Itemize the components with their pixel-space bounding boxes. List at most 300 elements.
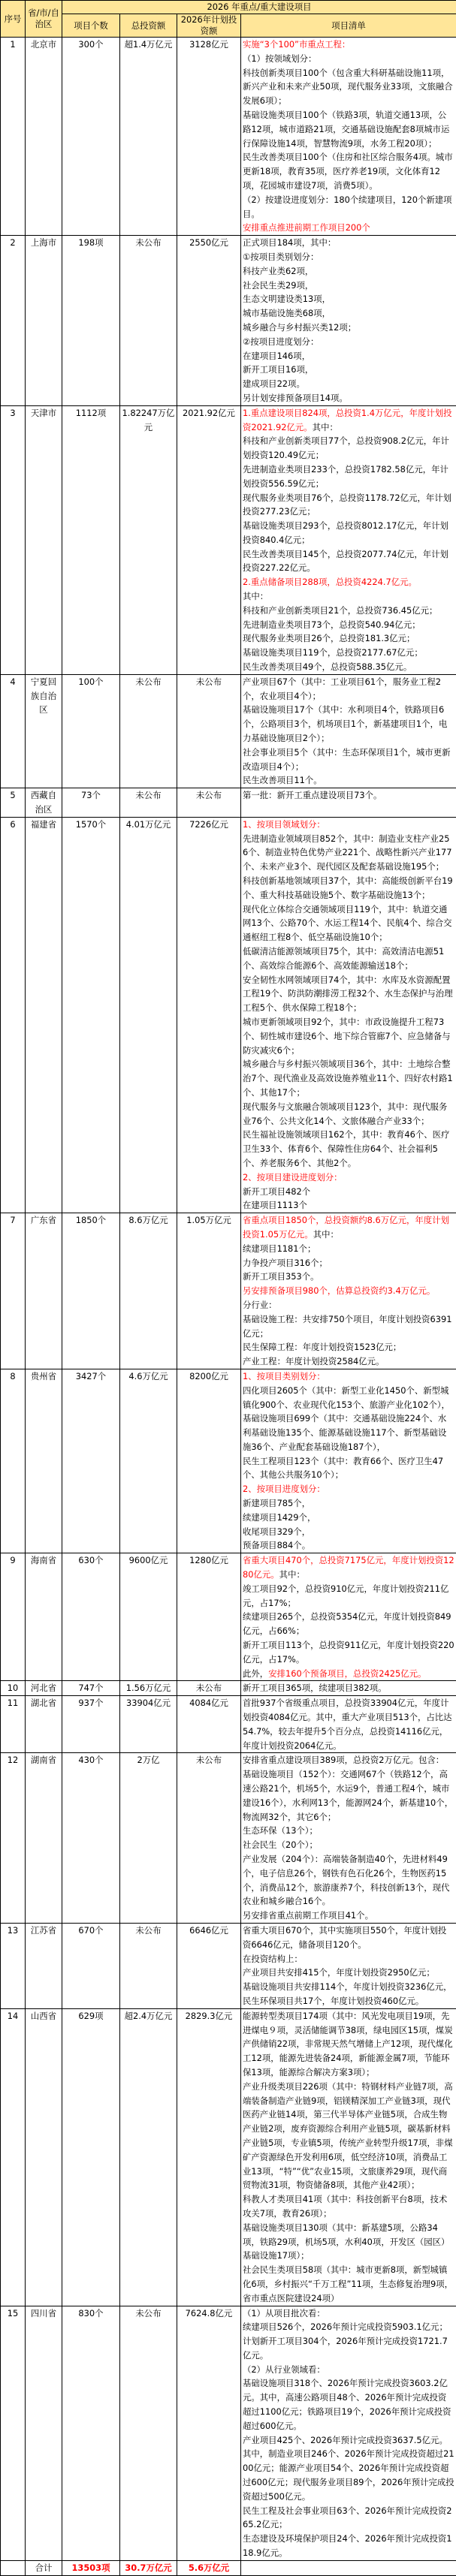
row-count: 300个 (62, 38, 120, 236)
project-list-line (243, 1312, 454, 1341)
line-text: 续建项目265个，总投资5354亿元，年度计划投资849亿元，占66%； (243, 1611, 451, 1636)
line-text: 续建项目526个，2026年预计完成投资5903.1亿元； (243, 2321, 448, 2332)
row-count: 830个 (62, 2306, 120, 2560)
project-list-line (243, 1753, 454, 1767)
row-plan-investment: 7624.8亿元 (177, 2306, 241, 2560)
project-list-line (243, 1638, 454, 1667)
table-row (1, 1681, 456, 1696)
project-list-line (243, 2334, 454, 2363)
line-text: ②按项目进度划分： (243, 336, 319, 347)
line-text: 新建项目785个， (243, 1498, 310, 1508)
total-label: 合计 (26, 2560, 62, 2575)
line-text: 先进制造业类项目233个，总投资1782.58亿元，年计划投资556.59亿元； (243, 464, 448, 489)
row-seq: 9 (1, 1553, 26, 1681)
line-text: 民生工程及社会事业项目63个、2026年预计完成投资265.2亿元； (243, 2505, 452, 2530)
row-seq: 2 (1, 236, 26, 406)
row-project-list (241, 1696, 456, 1753)
line-text: 基础设施类项目119个，总投资2177.67亿元； (243, 647, 423, 658)
line-text: 续建项目1181个； (243, 1243, 316, 1254)
line-text: 四化项目2605个（其中：新型工业化1450个、新型城镇化900个、农业现代化153个、旅游产业化102个）， (243, 1385, 450, 1410)
row-project-list (241, 1923, 456, 2008)
project-list-line (243, 2363, 454, 2377)
line-text: 新开工项目16项， (243, 364, 313, 375)
line-text: 社会民生类29项， (243, 280, 313, 291)
project-list-line (243, 547, 454, 576)
table-row (1, 2306, 456, 2560)
row-province: 天津市 (26, 405, 62, 674)
header-total-investment: 总投资额 (120, 14, 177, 38)
project-list-line (243, 1952, 454, 1966)
row-plan-investment: 7226亿元 (177, 817, 241, 1213)
total-seq (1, 2560, 26, 2575)
line-suffix: 其中： (313, 422, 338, 432)
row-project-list (241, 788, 456, 818)
row-total-investment: 8.6万亿元 (120, 1213, 177, 1369)
row-province: 北京市 (26, 38, 62, 236)
row-plan-investment: 2829.3亿元 (177, 2008, 241, 2306)
line-text: 城乡融合与乡村振兴类12项； (243, 322, 356, 333)
table-row (1, 788, 456, 818)
row-total-investment: 9600亿元 (120, 1553, 177, 1681)
row-plan-investment: 未公布 (177, 1753, 241, 1924)
line-text: 科教人才类项目41项（其中：科技创新平台8项，技术攻关7项，教育26项）； (243, 2194, 447, 2219)
line-text: 民生工程项目123个（其中：教育66个、医疗卫生47个、其他公共服务10个）； (243, 1456, 443, 1481)
line-text: （2）从行业领域看： (243, 2364, 325, 2375)
row-province: 四川省 (26, 2306, 62, 2560)
project-list-line (243, 2504, 454, 2532)
row-seq: 13 (1, 1923, 26, 2008)
line-text: 省重大项目670个，其中实施项目550个，年度计划投资6646亿元，储备项目120个。 (243, 1925, 446, 1950)
project-list-line (243, 279, 454, 293)
line-suffix: 其中： (313, 1229, 339, 1240)
line-text: 现代服务业类项目76个，总投资1178.72亿元，年计划投资277.23亿元； (243, 493, 451, 517)
project-list-line (243, 1454, 454, 1483)
line-text: 新开工项目353个。 (243, 1271, 319, 1282)
line-text: 新开工项目482个 (243, 1186, 310, 1197)
line-text: 新开工项目365项，续建项目382项。 (243, 1683, 387, 1693)
line-text: 安排省重点建设项目389项，总投资2万亿元。包含： (243, 1755, 444, 1765)
project-list-line (243, 236, 454, 250)
row-province: 福建省 (26, 817, 62, 1213)
project-list-line (243, 1966, 454, 1980)
project-list-line (243, 1538, 454, 1553)
line-text: 在建项目1113个 (243, 1200, 307, 1210)
project-list-line (243, 2376, 454, 2433)
project-list-line (243, 1681, 454, 1695)
project-list-line (243, 2320, 454, 2334)
line-text: 基础设施项目17个（其中：水利项目4个，铁路项目6个，公路项目3个，机场项目1个，新基建项目1个，电力基础设施项目2个）； (243, 704, 447, 743)
line-text: 基础设施类项目130项（其中：新基建5项，公路34项，铁路29项，机场5项，水利40项，开发区（园区）基础设施17项）； (243, 2222, 449, 2261)
project-list-line (243, 66, 454, 108)
row-project-list (241, 1753, 456, 1924)
project-list-line (243, 38, 454, 52)
project-list-line (243, 221, 454, 235)
row-count: 100个 (62, 674, 120, 788)
row-seq: 8 (1, 1369, 26, 1553)
row-seq: 1 (1, 38, 26, 236)
row-count: 629项 (62, 2008, 120, 2306)
project-list-line (243, 1270, 454, 1284)
project-list-line (243, 519, 454, 547)
row-count: 747个 (62, 1681, 120, 1696)
line-text: 在投资结构上： (243, 1954, 303, 1964)
row-plan-investment: 8200亿元 (177, 1369, 241, 1553)
project-list-line (243, 349, 454, 363)
line-text: 另计划安排预备项目14项。 (243, 393, 348, 403)
row-count: 73个 (62, 788, 120, 818)
project-list-line (243, 1582, 454, 1610)
project-list-line (243, 108, 454, 150)
row-province: 西藏自治区 (26, 788, 62, 818)
line-text: 科技和产业创新类项目77个，总投资908.2亿元，年计划投资120.49亿元； (243, 435, 449, 460)
header-list: 项目清单 (241, 14, 456, 38)
project-list-line (243, 746, 454, 774)
line-text: 民生保障工程：年度计划投资1523亿元； (243, 1342, 401, 1352)
line-text: 生态建设及环境保护项目24个、2026年预计完成投资118.9亿元。 (243, 2533, 452, 2558)
row-project-list (241, 236, 456, 406)
project-list-line (243, 1354, 454, 1369)
row-project-list (241, 38, 456, 236)
row-seq: 10 (1, 1681, 26, 1696)
line-text: 产业项目67个（其中：工业项目61个，服务业工程2个，农业项目4个）； (243, 676, 441, 701)
line-text: （1）按领域划分： (243, 53, 316, 64)
project-list-line (243, 832, 454, 874)
table-row (1, 674, 456, 788)
row-project-list (241, 1213, 456, 1369)
line-text: （2）按建设进度划分：180个续建项目，120个新建项目。 (243, 194, 452, 219)
header-seq: 序号 (1, 1, 26, 38)
line-highlight: 安排重点推进前期工作项目200个 (243, 222, 370, 233)
project-list-line (243, 1369, 454, 1384)
project-list-line (243, 1852, 454, 1909)
line-text: 社会事业项目5个（其中：生态环保项目1个，城市更新改造项目4个）； (243, 747, 450, 772)
project-list-line (243, 434, 454, 462)
project-list-line (243, 1496, 454, 1511)
line-text: 预备项目884个。 (243, 1540, 310, 1550)
row-total-investment: 未公布 (120, 788, 177, 818)
project-list-line (243, 660, 454, 674)
line-highlight: 实施“3个100”市重点工程： (243, 39, 350, 50)
table-row (1, 1753, 456, 1924)
project-list-line (243, 902, 454, 945)
project-list-line (243, 193, 454, 221)
project-list-line (243, 675, 454, 704)
row-count: 198项 (62, 236, 120, 406)
line-text: 分行业： (243, 1300, 277, 1310)
row-province: 河北省 (26, 1681, 62, 1696)
row-total-investment: 4.6万亿元 (120, 1369, 177, 1553)
project-list-line (243, 1838, 454, 1852)
line-text: 另安排省重点前期工作项目41个。 (243, 1910, 373, 1921)
row-project-list (241, 1681, 456, 1696)
line-highlight: 2.重点储备项目288项，总投资4224.7亿元。 (243, 577, 417, 587)
row-plan-investment: 4084亿元 (177, 1696, 241, 1753)
project-list-line (243, 1525, 454, 1539)
project-list-line (243, 773, 454, 788)
line-text: 民生环保项目共17个，年度计划投资460亿元。 (243, 1996, 424, 2006)
line-highlight: 省重大项目470个，总投资7175亿元，年度计划投资1280亿元。 (243, 1555, 454, 1580)
row-seq: 5 (1, 788, 26, 818)
row-seq: 4 (1, 674, 26, 788)
line-text: 基础设施项目共安排114个，年度计划投资3236亿元， (243, 1981, 452, 1992)
line-text: 建成项目22项。 (243, 378, 305, 389)
line-suffix: 其中： (279, 1569, 305, 1580)
project-list-line (243, 618, 454, 632)
project-list-line (243, 646, 454, 660)
project-list-line (243, 945, 454, 973)
project-list-line (243, 1213, 454, 1242)
project-list-line (243, 1767, 454, 1824)
table-row (1, 1213, 456, 1369)
project-list-line (243, 1256, 454, 1270)
line-highlight: 2、按项目进度划分： (243, 1484, 325, 1494)
total-count: 13503项 (62, 2560, 120, 2575)
row-province: 上海市 (26, 236, 62, 406)
line-text: 基础设施类项目293个，总投资8012.17亿元，年计划投资840.4亿元； (243, 520, 448, 545)
line-highlight: 1、按项目类别划分： (243, 1371, 325, 1381)
row-plan-investment: 1.05万亿元 (177, 1213, 241, 1369)
project-list-line (243, 1994, 454, 2008)
line-text: 产业升级类项目226项（其中：特钢材料产业链7项，高端装备制造产业链9项，铝镁精深加工产业链3项，现代医药产业链14项，第三代半导体产业链5项，合成生物产业链2项，废弃资源综合利用产业链5项，碳基新材料产业链5项，专业镇5项，传统产业转型升级17项，非煤矿产资源绿色开发利用6项，低空经济10项，消费品工业13项，“特”“优”农业15项，文旅康养29项，现代商贸物流31项，物资储备8项，其他产业42项）； (243, 2081, 453, 2191)
table-row (1, 236, 456, 406)
project-list-line (243, 1057, 454, 1099)
line-text: 计划新开工项目304个，2026年预计完成投资1721.7亿元。 (243, 2336, 448, 2361)
header-count: 项目个数 (62, 14, 120, 38)
row-province: 江苏省 (26, 1923, 62, 2008)
project-list-line (243, 1298, 454, 1312)
project-list-line (243, 1384, 454, 1412)
project-list-line (243, 1553, 454, 1582)
line-highlight: 1.重点建设项目824项，总投资1.4万亿元，年度计划投资2021.92亿元。 (243, 408, 452, 432)
line-text: 产业工程：年度计划投资2584亿元。 (243, 1356, 384, 1366)
row-project-list (241, 674, 456, 788)
project-list-line (243, 335, 454, 349)
line-text: 基础设施项目699个（其中：交通基础设施224个、水利基础设施135个、能源基础设施117个、新型基础设施36个、产业配套基础设施187个）， (243, 1413, 446, 1452)
project-list-line (243, 1242, 454, 1256)
project-list-line (243, 2306, 454, 2321)
row-count: 430个 (62, 1753, 120, 1924)
row-plan-investment: 6646亿元 (177, 1923, 241, 2008)
row-seq: 12 (1, 1753, 26, 1924)
line-text: 民生改善类项目100个（住房和社区综合服务4项。城市更新18项，教育35项，医疗养老19项，文化体育12项，花园城市建设7项，消费5项）。 (243, 152, 453, 191)
project-list-line (243, 1185, 454, 1199)
project-list-line (243, 788, 454, 803)
line-text: 社会民生类项目58项（其中：城市更新8项，新型城镇化6项，乡村振兴“千万工程”11项，生态修复治理9项，省市重点医院建设24项） (243, 2264, 453, 2303)
line-text: 科技和产业创新类项目21个，总投资736.45亿元； (243, 605, 437, 616)
project-list-line (243, 589, 454, 604)
row-total-investment: 未公布 (120, 236, 177, 406)
project-list-line (243, 1824, 454, 1838)
line-text: 新开工项目113个，总投资911亿元，年度计划投资220亿元，占17%。 (243, 1640, 454, 1665)
project-list-line (243, 1128, 454, 1170)
row-count: 937个 (62, 1696, 120, 1753)
header-row-1 (1, 1, 456, 14)
row-project-list (241, 1553, 456, 1681)
row-count: 3427个 (62, 1369, 120, 1553)
project-list-line (243, 1284, 454, 1298)
line-highlight: 安排160个预备项目，总投资2425亿元。 (268, 1668, 426, 1679)
row-province: 湖北省 (26, 1696, 62, 1753)
project-list-line (243, 1482, 454, 1496)
project-list-line (243, 2263, 454, 2305)
line-text: 城市基础设施类68项， (243, 308, 331, 318)
table-row (1, 1369, 456, 1553)
row-total-investment: 超1.4万亿元 (120, 38, 177, 236)
line-text: 此外， (243, 1668, 268, 1679)
line-text: 基础设施工程：共安排750个项目，年度计划投资6391亿元； (243, 1314, 452, 1339)
row-total-investment: 超2.4万亿元 (120, 2008, 177, 2306)
table-body (1, 38, 456, 2561)
line-text: 能源转型类项目174项（其中：风光发电项目19项，先进煤电９项，灵活储能调节38项，绿电园区15项，煤炭产供储销22项，非常规天然气增储上产12项，现代煤化工12项，能源先进装备24项，新能源金属7项，节能环保13项，能源综合解决方案3项）； (243, 2011, 453, 2077)
line-text: 民生改善项目11个。 (243, 775, 322, 785)
project-list-line (243, 1170, 454, 1185)
line-text: 基础设施项目318个、2026年预计完成投资3603.2亿元。其中，高速公路项目48个、2026年预计完成投资超过1100亿元；铁路项目19个，2026年预计完成投资超过600亿元。 (243, 2378, 451, 2430)
table-row (1, 38, 456, 236)
total-row (1, 2560, 456, 2575)
row-plan-investment: 未公布 (177, 788, 241, 818)
row-seq: 6 (1, 817, 26, 1213)
table-row (1, 1923, 456, 2008)
project-list-line (243, 491, 454, 520)
project-list-line (243, 1909, 454, 1923)
row-plan-investment: 未公布 (177, 1681, 241, 1696)
row-project-list (241, 1369, 456, 1553)
header-row-2 (1, 14, 456, 38)
line-text: 民生改善类项目49个，总投资588.35亿元。 (243, 661, 412, 672)
project-list-line (243, 1980, 454, 1994)
project-list-line (243, 391, 454, 405)
row-project-list (241, 2008, 456, 2306)
project-list-line (243, 2532, 454, 2560)
row-plan-investment: 3128亿元 (177, 38, 241, 236)
row-total-investment: 未公布 (120, 2306, 177, 2560)
line-text: 安全韧性水网领域项目74个，其中：水库及水资源配置工程19个、防洪防潮排涝工程32个、水生态保护与治理工程5个、供水保障工程18个； (243, 975, 453, 1014)
line-text: 在建项目146项， (243, 351, 310, 361)
project-list-line (243, 52, 454, 66)
project-list-line (243, 1412, 454, 1454)
project-list-line (243, 1667, 454, 1681)
project-list-line (243, 321, 454, 335)
line-text: 续建项目1429个， (243, 1512, 316, 1523)
total-plan-investment: 5.6万亿元 (177, 2560, 241, 2575)
row-total-investment: 1.56万亿元 (120, 1681, 177, 1696)
line-highlight: 省重点项目1850个，总投资额约8.6万亿元，年度计划投资1.05万亿元。 (243, 1215, 449, 1240)
line-text: 生态环保（13个）； (243, 1825, 318, 1836)
row-plan-investment: 1280亿元 (177, 1553, 241, 1681)
line-text: 竣工项目92个，总投资910亿元，年度计划投资211亿元，占17%； (243, 1583, 448, 1608)
project-list-line (243, 462, 454, 491)
table-row (1, 2008, 456, 2306)
line-text: 低碳清洁能源领域项目75个，其中：高效清洁电源51个、高效综合能源6个、高效能源输送18个； (243, 946, 444, 971)
project-list-line (243, 250, 454, 264)
row-total-investment: 未公布 (120, 674, 177, 788)
project-list-line (243, 2192, 454, 2221)
row-seq: 11 (1, 1696, 26, 1753)
project-list-line (243, 292, 454, 306)
project-list-line (243, 363, 454, 377)
line-text: 民生福祉设施领域项目162个，其中：教育46个、医疗卫生33个、体育6个、保障性住房64个、社会福利5个、养老服务6个、其他2个。 (243, 1129, 449, 1168)
line-text: 现代化立体综合交通领域项目119个，其中：轨道交通网13个、公路70个、水运工程14个、民航4个、综合交通枢纽工程8个、低空基础设施10个； (243, 904, 452, 943)
line-text: 社会民生（20个）； (243, 1839, 318, 1850)
line-text: 产业项目425个、2026年预计完成投资3637.5亿元。其中，制造业项目246个、2026年预计完成投资超过2100亿元；能源产业项目54个、2026年预计完成投资超过600亿元；现代服务业项目89个，2026年预计完成投资超过500亿元。 (243, 2435, 454, 2502)
line-text: 产业项目共安排415个，年度计划投资2950亿元； (243, 1967, 435, 1978)
line-text: 民生改善类项目145个，总投资2077.74亿元，年计划投资227.22亿元。 (243, 549, 448, 574)
header-group-title: 2026 年重点/重大建设项目 (62, 1, 456, 14)
line-text: 首批937个省级重点项目，总投资33904亿元，年度计划投资4084亿元。其中，重大产业项目513个，占比达54.7%，较去年提升5个百分点，总投资14116亿元，年度计划投资2064亿元。 (243, 1698, 452, 1750)
row-plan-investment: 未公布 (177, 674, 241, 788)
total-investment: 30.7万亿元 (120, 2560, 177, 2575)
line-text: 产业发展（204个）：高端装备制造40个，先进材料49个，电子信息26个，钢铁有色石化26个，生物医药15个，消费品12个，旅游康养7个，科技创新13个，现代农业和城乡融合16个。 (243, 1854, 449, 1906)
project-list-line (243, 1198, 454, 1213)
row-count: 670个 (62, 1923, 120, 2008)
line-text: 科技产业类62项， (243, 266, 313, 276)
line-text: ①按项目类别划分： (243, 252, 319, 262)
line-highlight: 2、按项目建设进度划分： (243, 1172, 343, 1183)
table-row (1, 405, 456, 674)
table-row (1, 817, 456, 1213)
row-province: 广东省 (26, 1213, 62, 1369)
project-list-line (243, 874, 454, 902)
project-list-line (243, 2080, 454, 2192)
row-count: 630个 (62, 1553, 120, 1681)
project-list-line (243, 818, 454, 832)
row-province: 山西省 (26, 2008, 62, 2306)
table-row (1, 1696, 456, 1753)
row-seq: 3 (1, 405, 26, 674)
project-list-line (243, 306, 454, 321)
line-text: 基础设施类项目100个（铁路3项，轨道交通13项，公路12项，城市道路21项，交通基础设施配套8项城市运行保障设施14项，智慧物流9项，水务工程20项）； (243, 110, 449, 149)
row-project-list (241, 2306, 456, 2560)
row-province: 宁夏回族自治区 (26, 674, 62, 788)
line-text: 生态文明建设类13项， (243, 294, 331, 304)
project-list-line (243, 1696, 454, 1752)
table-row (1, 1553, 456, 1681)
line-highlight: 另安排预备项目980个，估算总投资约3.4万亿元。 (243, 1285, 435, 1296)
row-plan-investment: 2550亿元 (177, 236, 241, 406)
row-total-investment: 2万亿 (120, 1753, 177, 1924)
line-text: 科技创新基地领域项目37个，其中：高能级创新平台19个、重大科技基础设施5个、数字基础设施13个； (243, 875, 453, 900)
project-list-line (243, 2433, 454, 2504)
line-text: 第一批：新开工重点建设项目73个。 (243, 790, 382, 800)
line-highlight: 1、按项目领域划分： (243, 819, 325, 830)
project-list-line (243, 150, 454, 192)
project-list-line (243, 406, 454, 435)
row-count: 1570个 (62, 817, 120, 1213)
line-text: 现代服务与文旅融合领域项目123个，其中：现代服务业76个、公共文化14个、文旅体融合产业33个； (243, 1101, 447, 1126)
line-text: 科技创新类项目100个（包含重大科研基础设施11项，新兴产业和未来产业50项，现代服务业33项，文旅融合发展6项）； (243, 68, 453, 107)
project-list-line (243, 1340, 454, 1354)
total-list (241, 2560, 456, 2575)
project-list-line (243, 1015, 454, 1057)
row-plan-investment: 2021.92亿元 (177, 405, 241, 674)
row-project-list (241, 405, 456, 674)
row-province: 贵州省 (26, 1369, 62, 1553)
row-project-list (241, 817, 456, 1213)
line-text: 城市更新领域项目92个，其中：市政设施提升工程73个、韧性城市建设6个、地下综合管廊7个、应急储备与防灾减灾6个； (243, 1017, 450, 1056)
project-list-line (243, 1100, 454, 1128)
project-list-line (243, 575, 454, 589)
line-text: 先进制造业类项目73个，总投资540.94亿元； (243, 619, 421, 630)
row-province: 湖南省 (26, 1753, 62, 1924)
header-province: 省/市/自治区 (26, 1, 62, 38)
line-text: 力争投产项目316个； (243, 1258, 328, 1268)
project-list-line (243, 604, 454, 618)
row-total-investment: 33904亿元 (120, 1696, 177, 1753)
header-plan-investment: 2026年计划投资额 (177, 14, 241, 38)
project-list-line (243, 1610, 454, 1638)
line-text: 城乡融合与乡村振兴领域项目36个，其中：土地综合整治7个、现代渔业及高效设施养殖业11个、四好农村路1个、其他17个； (243, 1059, 453, 1098)
project-list-line (243, 1511, 454, 1525)
